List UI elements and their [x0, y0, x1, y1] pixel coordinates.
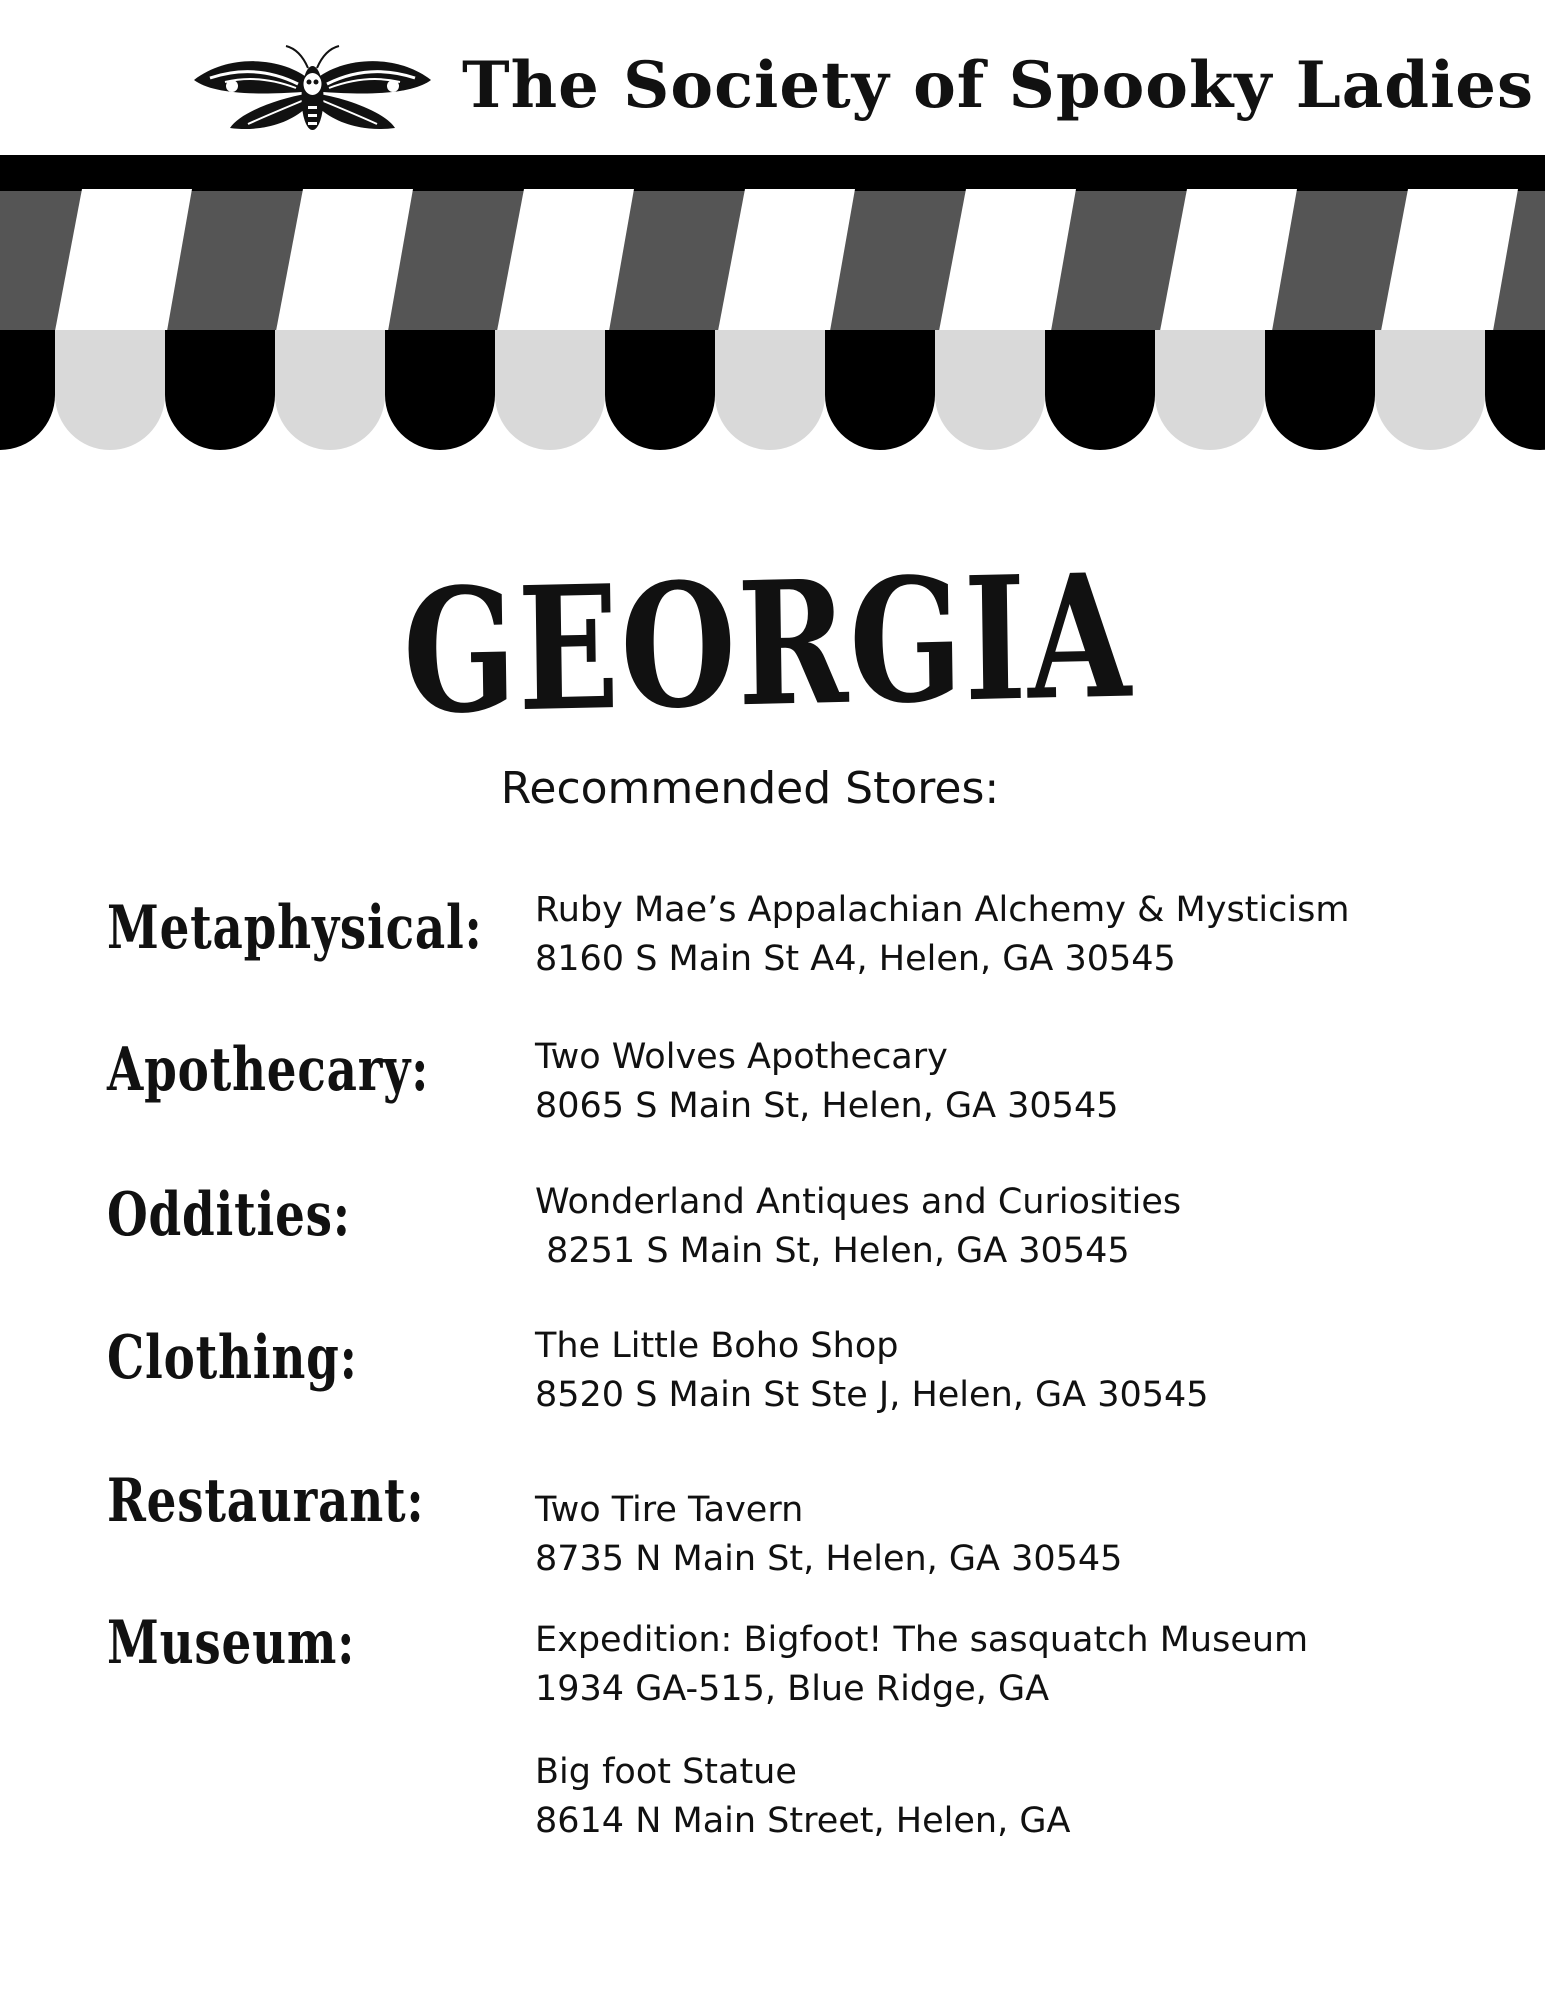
store-name: Two Wolves Apothecary [535, 1037, 948, 1077]
store-address: 8735 N Main St, Helen, GA 30545 [535, 1539, 1123, 1579]
store-name: Ruby Mae’s Appalachian Alchemy & Mysticism [535, 890, 1350, 930]
store-name: Big foot Statue [535, 1752, 797, 1792]
organization-title: The Society of Spooky Ladies [462, 48, 1535, 123]
store-address: 8160 S Main St A4, Helen, GA 30545 [535, 939, 1176, 979]
category-label: Museum: [107, 1608, 356, 1678]
category-label: Apothecary: [107, 1035, 430, 1105]
store-name: The Little Boho Shop [535, 1326, 899, 1366]
store-address: 8251 S Main St, Helen, GA 30545 [535, 1231, 1130, 1271]
category-label: Clothing: [107, 1323, 358, 1393]
store-name: Two Tire Tavern [535, 1490, 804, 1530]
subtitle: Recommended Stores: [500, 763, 1000, 814]
store-address: 1934 GA-515, Blue Ridge, GA [535, 1669, 1050, 1709]
store-name: Wonderland Antiques and Curiosities [535, 1182, 1182, 1222]
store-address: 8065 S Main St, Helen, GA 30545 [535, 1086, 1119, 1126]
category-label: Oddities: [107, 1180, 351, 1250]
category-label: Restaurant: [107, 1466, 425, 1536]
category-label: Metaphysical: [107, 893, 483, 963]
store-address: 8614 N Main Street, Helen, GA [535, 1801, 1071, 1841]
store-name: Expedition: Bigfoot! The sasquatch Museum [535, 1620, 1309, 1660]
state-title: GEORGIA [401, 536, 1134, 753]
store-address: 8520 S Main St Ste J, Helen, GA 30545 [535, 1375, 1209, 1415]
